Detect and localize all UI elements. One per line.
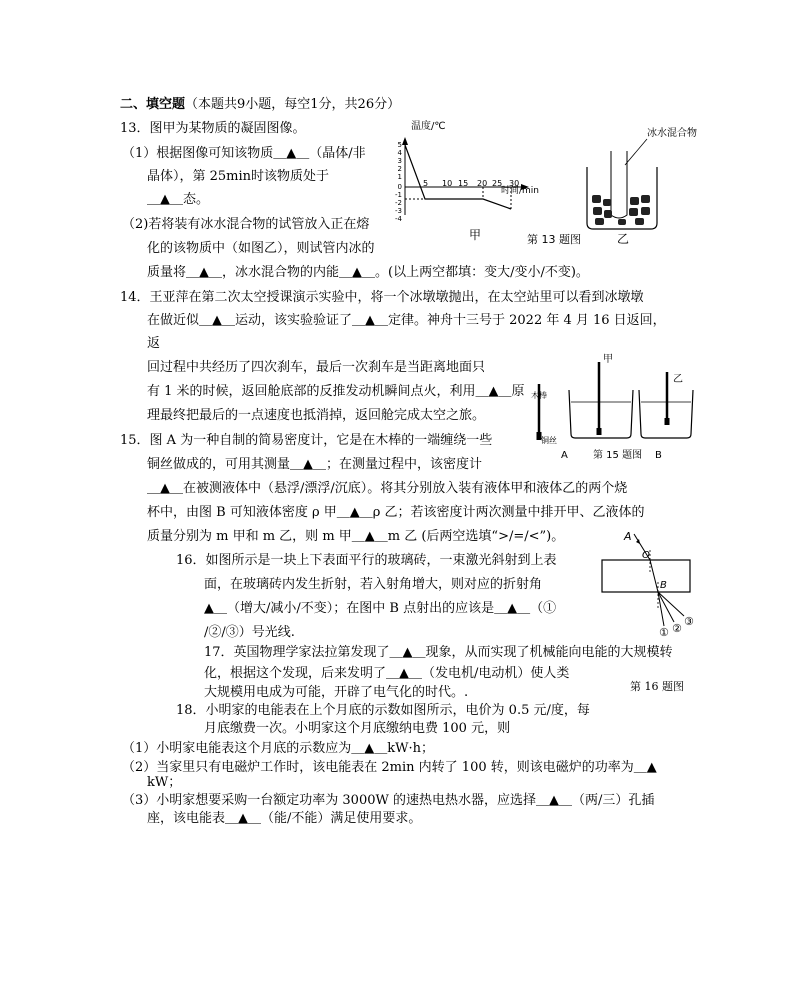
q18-line-1: 18．小明家的电能表在上个月底的示数如图所示，电价为 0.5 元/度，每 [176, 703, 590, 718]
y-tick: 5 [397, 141, 402, 149]
figure-16-caption: 第 16 题图 [630, 680, 684, 693]
label-yi: 乙 [673, 374, 683, 385]
ice-cubes [592, 195, 650, 225]
q15-line-4: 杯中，由图 B 可知液体密度 ρ 甲＿▲＿ρ 乙；若该密度计两次测量中排开甲、乙液体的 [147, 505, 645, 520]
x-tick: 10 [442, 179, 453, 188]
glass-brick [602, 560, 690, 592]
section-note: （本题共9小题，每空1分，共26分） [185, 97, 401, 112]
q13-line-5: （2)若将装有冰水混合物的试管放入正在熔 [122, 217, 370, 232]
stick-label: 木棒 [531, 391, 547, 400]
ray-3-label: ③ [684, 615, 694, 628]
figure-13-label-yi: 乙 [617, 232, 630, 246]
x-tick: 20 [477, 179, 488, 188]
q13-line-3: 晶体），第 25min时该物质处于 [147, 169, 330, 184]
ray-1-label: ① [659, 626, 669, 639]
y-tick: 2 [397, 165, 402, 173]
y-tick: -1 [395, 191, 402, 199]
q18-line-5: kW； [147, 775, 182, 790]
point-o: O [642, 550, 650, 561]
figure-13 [385, 115, 697, 250]
y-tick: -2 [395, 199, 402, 207]
label-jia: 甲 [603, 354, 613, 365]
y-tick: 0 [397, 183, 402, 191]
q15-line-5: 质量分别为 m 甲和 m 乙，则 m 甲＿▲＿m 乙 (后两空选填“>/=/<”)。 [147, 529, 565, 544]
label-a: A [561, 450, 568, 461]
q18-line-4: （2）当家里只有电磁炉工作时，该电能表在 2min 内转了 100 转，则该电磁炉的功率为＿▲ [122, 760, 657, 775]
refracted-ray [650, 560, 658, 592]
figure-15 [527, 352, 697, 464]
q14-line-4: 回过程中共经历了四次刹车，最后一次刹车是当距离地面只 [147, 360, 486, 375]
point-b: B [660, 580, 667, 591]
q16-line-3: ▲＿（增大/减小/不变）；在图中 B 点射出的应该是＿▲＿（① [204, 601, 557, 616]
x-tick: 5 [423, 179, 429, 188]
q14-line-6: 理最终把最后的一点速度也抵消掉，返回舱完成太空之旅。 [147, 408, 486, 423]
q14-line-2: 在做近似＿▲＿运动，该实验验证了＿▲＿定律。神舟十三号于 2022 年 4 月 16 日返回， [147, 313, 666, 328]
q14-line-5: 有 1 米的时候，返回舱底部的反推发动机瞬间点火，利用＿▲＿原 [147, 384, 525, 399]
y-tick: 3 [397, 157, 402, 165]
y-axis-label: 温度/℃ [411, 121, 446, 132]
q13-line-4: ＿▲＿态。 [147, 192, 209, 207]
q13-line-1: 13．图甲为某物质的凝固图像。 [120, 121, 306, 136]
ray-2-label: ② [672, 622, 682, 635]
point-a: A [624, 530, 632, 543]
test-tube [611, 151, 627, 218]
cooling-curve [405, 145, 511, 209]
section-heading-row [120, 96, 400, 114]
label-b: B [655, 450, 662, 461]
x-tick: 30 [509, 179, 520, 188]
q13-line-2: （1）根据图像可知该物质＿▲＿（晶体/非 [122, 146, 366, 161]
wire-label: 铜丝 [541, 436, 557, 445]
q14-line-1: 14．王亚萍在第二次太空授课演示实验中，将一个冰墩墩抛出，在太空站里可以看到冰墩墩 [120, 290, 644, 305]
y-tick: -4 [395, 215, 402, 223]
figure-13-caption: 第 13 题图 [527, 233, 581, 246]
q17-line-2: 化，根据这个发现，后来发明了＿▲＿（发电机/电动机）使人类 [204, 666, 570, 681]
q17-line-1: 17．英国物理学家法拉第发现了＿▲＿现象，从而实现了机械能向电能的大规模转 [204, 645, 673, 660]
x-axis-label: 时间/min [501, 186, 540, 196]
wire-in-yi [665, 418, 670, 425]
q16-line-2: 面，在玻璃砖内发生折射，若入射角增大，则对应的折射角 [204, 577, 543, 592]
q15-line-1: 15．图 A 为一种自制的简易密度计，它是在木棒的一端缠绕一些 [120, 433, 493, 448]
y-tick: -3 [395, 207, 402, 215]
q16-line-1: 16．如图所示是一块上下表面平行的玻璃砖，一束激光斜射到上表 [176, 553, 557, 568]
q13-line-6: 化的该物质中（如图乙），则试管内冰的 [147, 241, 375, 256]
section-heading: 二、填空题 [120, 97, 186, 112]
x-tick: 15 [458, 179, 469, 188]
y-tick: 1 [397, 173, 402, 181]
figure-13-label-jia: 甲 [469, 228, 482, 242]
q16-line-4: /②/③）号光线. [204, 625, 295, 640]
figure-15-caption: 第 15 题图 [593, 450, 643, 461]
mixture-label: 冰水混合物 [647, 128, 697, 139]
q18-line-7: 座，该电能表＿▲＿（能/不能）满足使用要求。 [147, 811, 422, 826]
wire-in-jia [597, 428, 602, 435]
x-tick: 25 [492, 179, 503, 188]
q14-line-3: 返 [147, 336, 161, 351]
q15-line-3: ＿▲＿在被测液体中（悬浮/漂浮/沉底）。将其分别放入装有液体甲和液体乙的两个烧 [147, 481, 628, 496]
q18-line-2: 月底缴费一次。小明家这个月底缴纳电费 100 元，则 [204, 721, 511, 736]
q18-line-6: （3）小明家想要采购一台额定功率为 3000W 的速热电热水器，应选择＿▲＿（两/三）孔插 [122, 793, 655, 808]
q15-line-2: 铜丝做成的，可用其测量＿▲＿；在测量过程中，该密度计 [147, 457, 482, 472]
q17-line-3: 大规模用电成为可能，开辟了电气化的时代。. [204, 685, 469, 700]
figure-16 [596, 528, 700, 648]
q18-line-3: （1）小明家电能表这个月底的示数应为＿▲＿kW·h； [122, 741, 435, 756]
y-tick: 4 [397, 149, 402, 157]
mixture-pointer [625, 139, 647, 165]
q13-line-7: 质量将＿▲＿，冰水混合物的内能＿▲＿。(以上两空都填：变大/变小/不变)。 [147, 265, 589, 280]
y-axis-arrow [402, 137, 408, 145]
